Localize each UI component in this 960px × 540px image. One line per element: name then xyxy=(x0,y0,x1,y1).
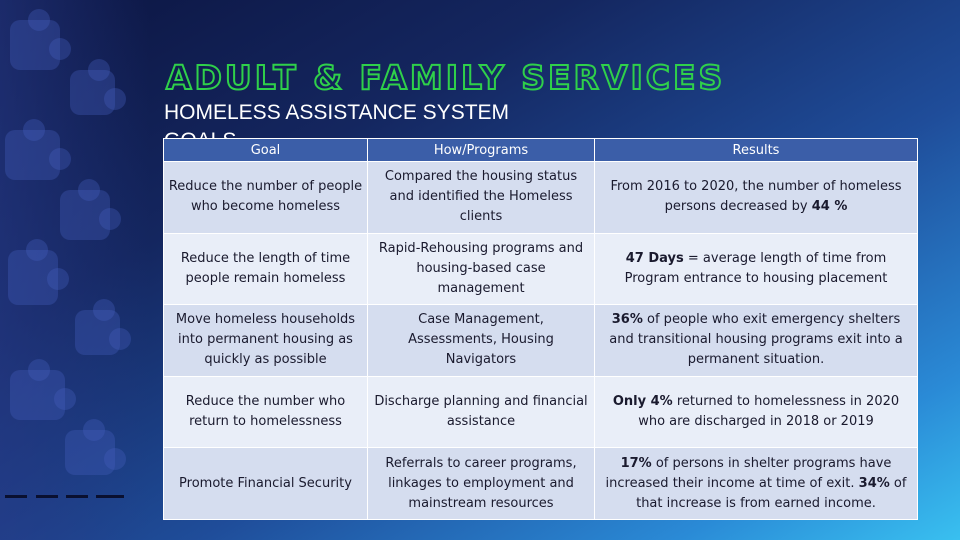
puzzle-piece-icon xyxy=(65,430,115,475)
how-cell: Discharge planning and financial assistance xyxy=(368,376,595,448)
puzzle-background xyxy=(0,0,150,540)
puzzle-piece-icon xyxy=(5,130,60,180)
how-cell: Referrals to career programs, linkages to employment and mainstream resources xyxy=(368,448,595,520)
divider xyxy=(36,495,58,498)
goal-cell: Move homeless households into permanent housing as quickly as possible xyxy=(164,305,368,377)
puzzle-piece-icon xyxy=(60,190,110,240)
puzzle-piece-icon xyxy=(10,20,60,70)
table-row xyxy=(164,376,918,448)
result-cell: Only 4% returned to homelessness in 2020 who are discharged in 2018 or 2019 xyxy=(595,376,918,448)
result-cell: From 2016 to 2020, the number of homeless persons decreased by 44 % xyxy=(595,162,918,234)
table-header-row xyxy=(164,139,918,162)
divider xyxy=(96,495,124,498)
divider xyxy=(66,495,88,498)
goal-cell: Reduce the number who return to homelessness xyxy=(164,376,368,448)
slide-subtitle-overflow xyxy=(164,126,264,138)
slide-subtitle: HOMELESS ASSISTANCE SYSTEM xyxy=(164,101,510,124)
table-row xyxy=(164,162,918,234)
result-cell: 36% of people who exit emergency shelters and transitional housing programs exit into a permanent situation. xyxy=(595,305,918,377)
puzzle-piece-icon xyxy=(75,310,120,355)
header-results: Results xyxy=(595,139,918,162)
goal-cell: Reduce the length of time people remain homeless xyxy=(164,233,368,305)
puzzle-piece-icon xyxy=(70,70,115,115)
slide-title: ADULT & FAMILY SERVICES xyxy=(166,58,726,97)
how-cell: Rapid-Rehousing programs and housing-based case management xyxy=(368,233,595,305)
how-cell: Case Management, Assessments, Housing Navigators xyxy=(368,305,595,377)
table-row xyxy=(164,448,918,520)
how-cell: Compared the housing status and identified the Homeless clients xyxy=(368,162,595,234)
puzzle-piece-icon xyxy=(10,370,65,420)
goal-cell: Reduce the number of people who become homeless xyxy=(164,162,368,234)
goals-table xyxy=(163,138,918,520)
header-goal: Goal xyxy=(164,139,368,162)
header-how: How/Programs xyxy=(368,139,595,162)
table-row xyxy=(164,305,918,377)
puzzle-piece-icon xyxy=(8,250,58,305)
table-row xyxy=(164,233,918,305)
result-cell: 47 Days = average length of time from Program entrance to housing placement xyxy=(595,233,918,305)
result-cell: 17% of persons in shelter programs have increased their income at time of exit. 34% of that increase is from earned income. xyxy=(595,448,918,520)
goal-cell: Promote Financial Security xyxy=(164,448,368,520)
divider xyxy=(5,495,27,498)
